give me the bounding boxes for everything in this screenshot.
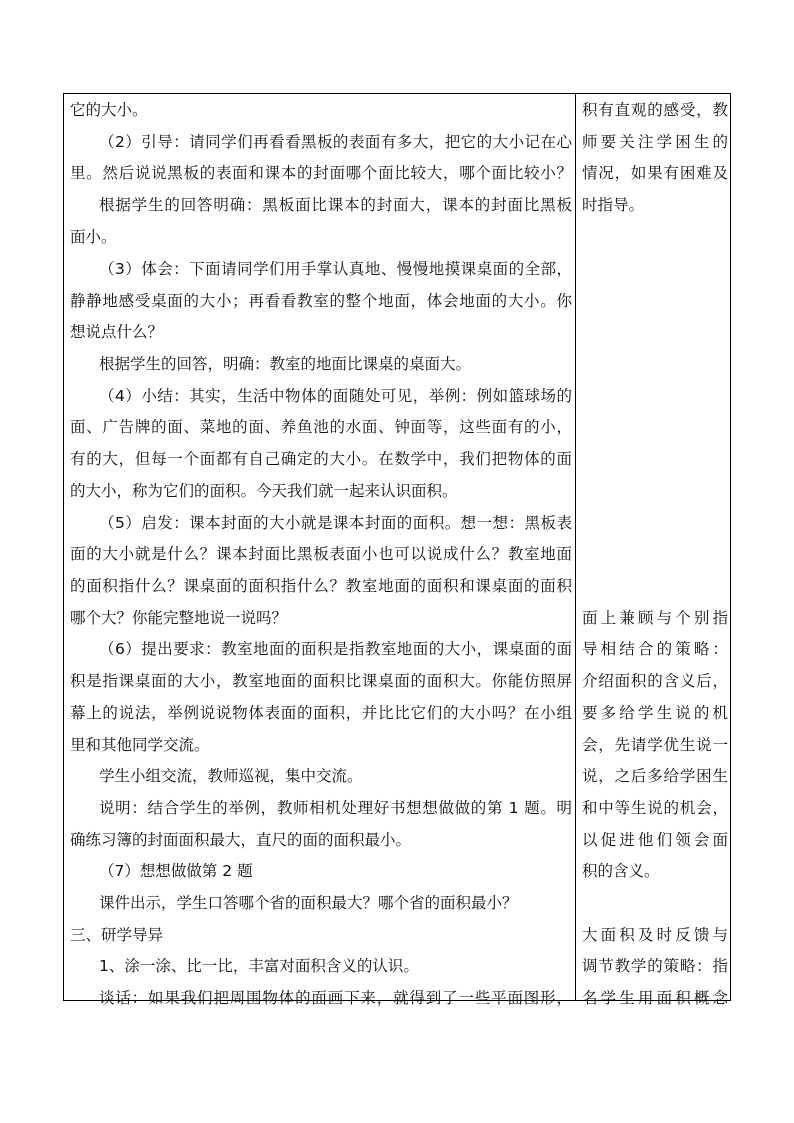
text-line: 学生小组交流，教师巡视，集中交流。 <box>99 767 363 785</box>
text-line: 想说点什么？ <box>70 323 164 341</box>
text-line: 的大小，称为它们的面积。今天我们就一起来认识面积。 <box>70 482 458 500</box>
note-line: 大面积及时反馈与 <box>582 926 728 944</box>
text-line: 面的大小就是什么？课本封面比黑板表面小也可以说成什么？教室地面 <box>70 545 572 563</box>
text-line: （4）小结：其实，生活中物体的面随处可见，举例：例如篮球场的 <box>99 387 572 405</box>
text-line: （6）提出要求：教室地面的面积是指教室地面的大小，课桌面的面 <box>99 640 572 658</box>
text-line: 1、涂一涂、比一比，丰富对面积含义的认识。 <box>99 957 419 975</box>
text-line: （3）体会：下面请同学们用手掌认真地、慢慢地摸课桌面的全部， <box>99 260 572 278</box>
note-line: 时指导。 <box>582 196 645 214</box>
lesson-table <box>63 93 731 1007</box>
text-line: 它的大小。 <box>70 101 148 119</box>
text-line: 静静地感受桌面的大小；再看看教室的整个地面，体会地面的大小。你 <box>70 292 572 310</box>
note-line: 说，之后多给学困生 <box>582 767 728 785</box>
text-line: 里和其他同学交流。 <box>70 736 210 754</box>
column-divider <box>575 94 576 1000</box>
text-line: 哪个大？你能完整地说一说吗？ <box>70 609 288 627</box>
text-line: 里。然后说说黑板的表面和课本的封面哪个面比较大，哪个面比较小？ <box>70 164 572 182</box>
note-line: 情况，如果有困难及 <box>582 164 728 182</box>
note-line: 调节教学的策略：指 <box>582 957 728 975</box>
note-line: 导相结合的策略： <box>582 640 728 658</box>
text-line: （5）启发：课本封面的大小就是课本封面的面积。想一想：黑板表 <box>99 514 572 532</box>
section-heading: 三、研学导异 <box>70 926 164 944</box>
text-line: 的面积指什么？课桌面的面积指什么？教室地面的面积和课桌面的面积 <box>70 577 572 595</box>
text-line: 面小。 <box>70 228 117 246</box>
note-line: 会，先请学优生说一 <box>582 736 728 754</box>
text-line: （2）引导：请同学们再看看黑板的表面有多大，把它的大小记在心 <box>99 133 572 151</box>
text-line: 幕上的说法，举例说说物体表面的面积，并比比它们的大小吗？在小组 <box>70 704 572 722</box>
text-line: 根据学生的回答，明确：教室的地面比课桌的桌面大。 <box>99 355 472 373</box>
note-line: 要多给学生说的机 <box>582 704 728 722</box>
text-line: 确练习簿的封面面积最大，直尺的面的面积最小。 <box>70 831 412 849</box>
text-line: 面、广告牌的面、菜地的面、养鱼池的水面、钟面等，这些面有的小， <box>70 418 572 436</box>
text-line: 根据学生的回答明确：黑板面比课本的封面大，课本的封面比黑板 <box>99 196 572 214</box>
note-line: 介绍面积的含义后， <box>582 672 728 690</box>
text-line: 有的大，但每一个面都有自己确定的大小。在数学中，我们把物体的面 <box>70 450 572 468</box>
note-line: 面上兼顾与个别指 <box>582 609 728 627</box>
note-line: 名学生用面积概念 <box>582 989 728 1007</box>
text-line: 说明：结合学生的举例，教师相机处理好书想想做做的第 1 题。明 <box>99 799 572 817</box>
note-line: 积的含义。 <box>582 862 660 880</box>
text-line: （7）想想做做第 2 题 <box>99 862 253 880</box>
note-line: 以促进他们领会面 <box>582 831 728 849</box>
note-line: 积有直观的感受，教 <box>582 101 728 119</box>
text-line: 积是指课桌面的大小，教室地面的面积比课桌面的面积大。你能仿照屏 <box>70 672 572 690</box>
text-line: 课件出示，学生口答哪个省的面积最大？哪个省的面积最小？ <box>99 894 518 912</box>
note-line: 师要关注学困生的 <box>582 133 728 151</box>
note-line: 和中等生说的机会， <box>582 799 728 817</box>
text-line: 谈话：如果我们把周围物体的面画下来，就得到了一些平面图形， <box>99 989 572 1007</box>
